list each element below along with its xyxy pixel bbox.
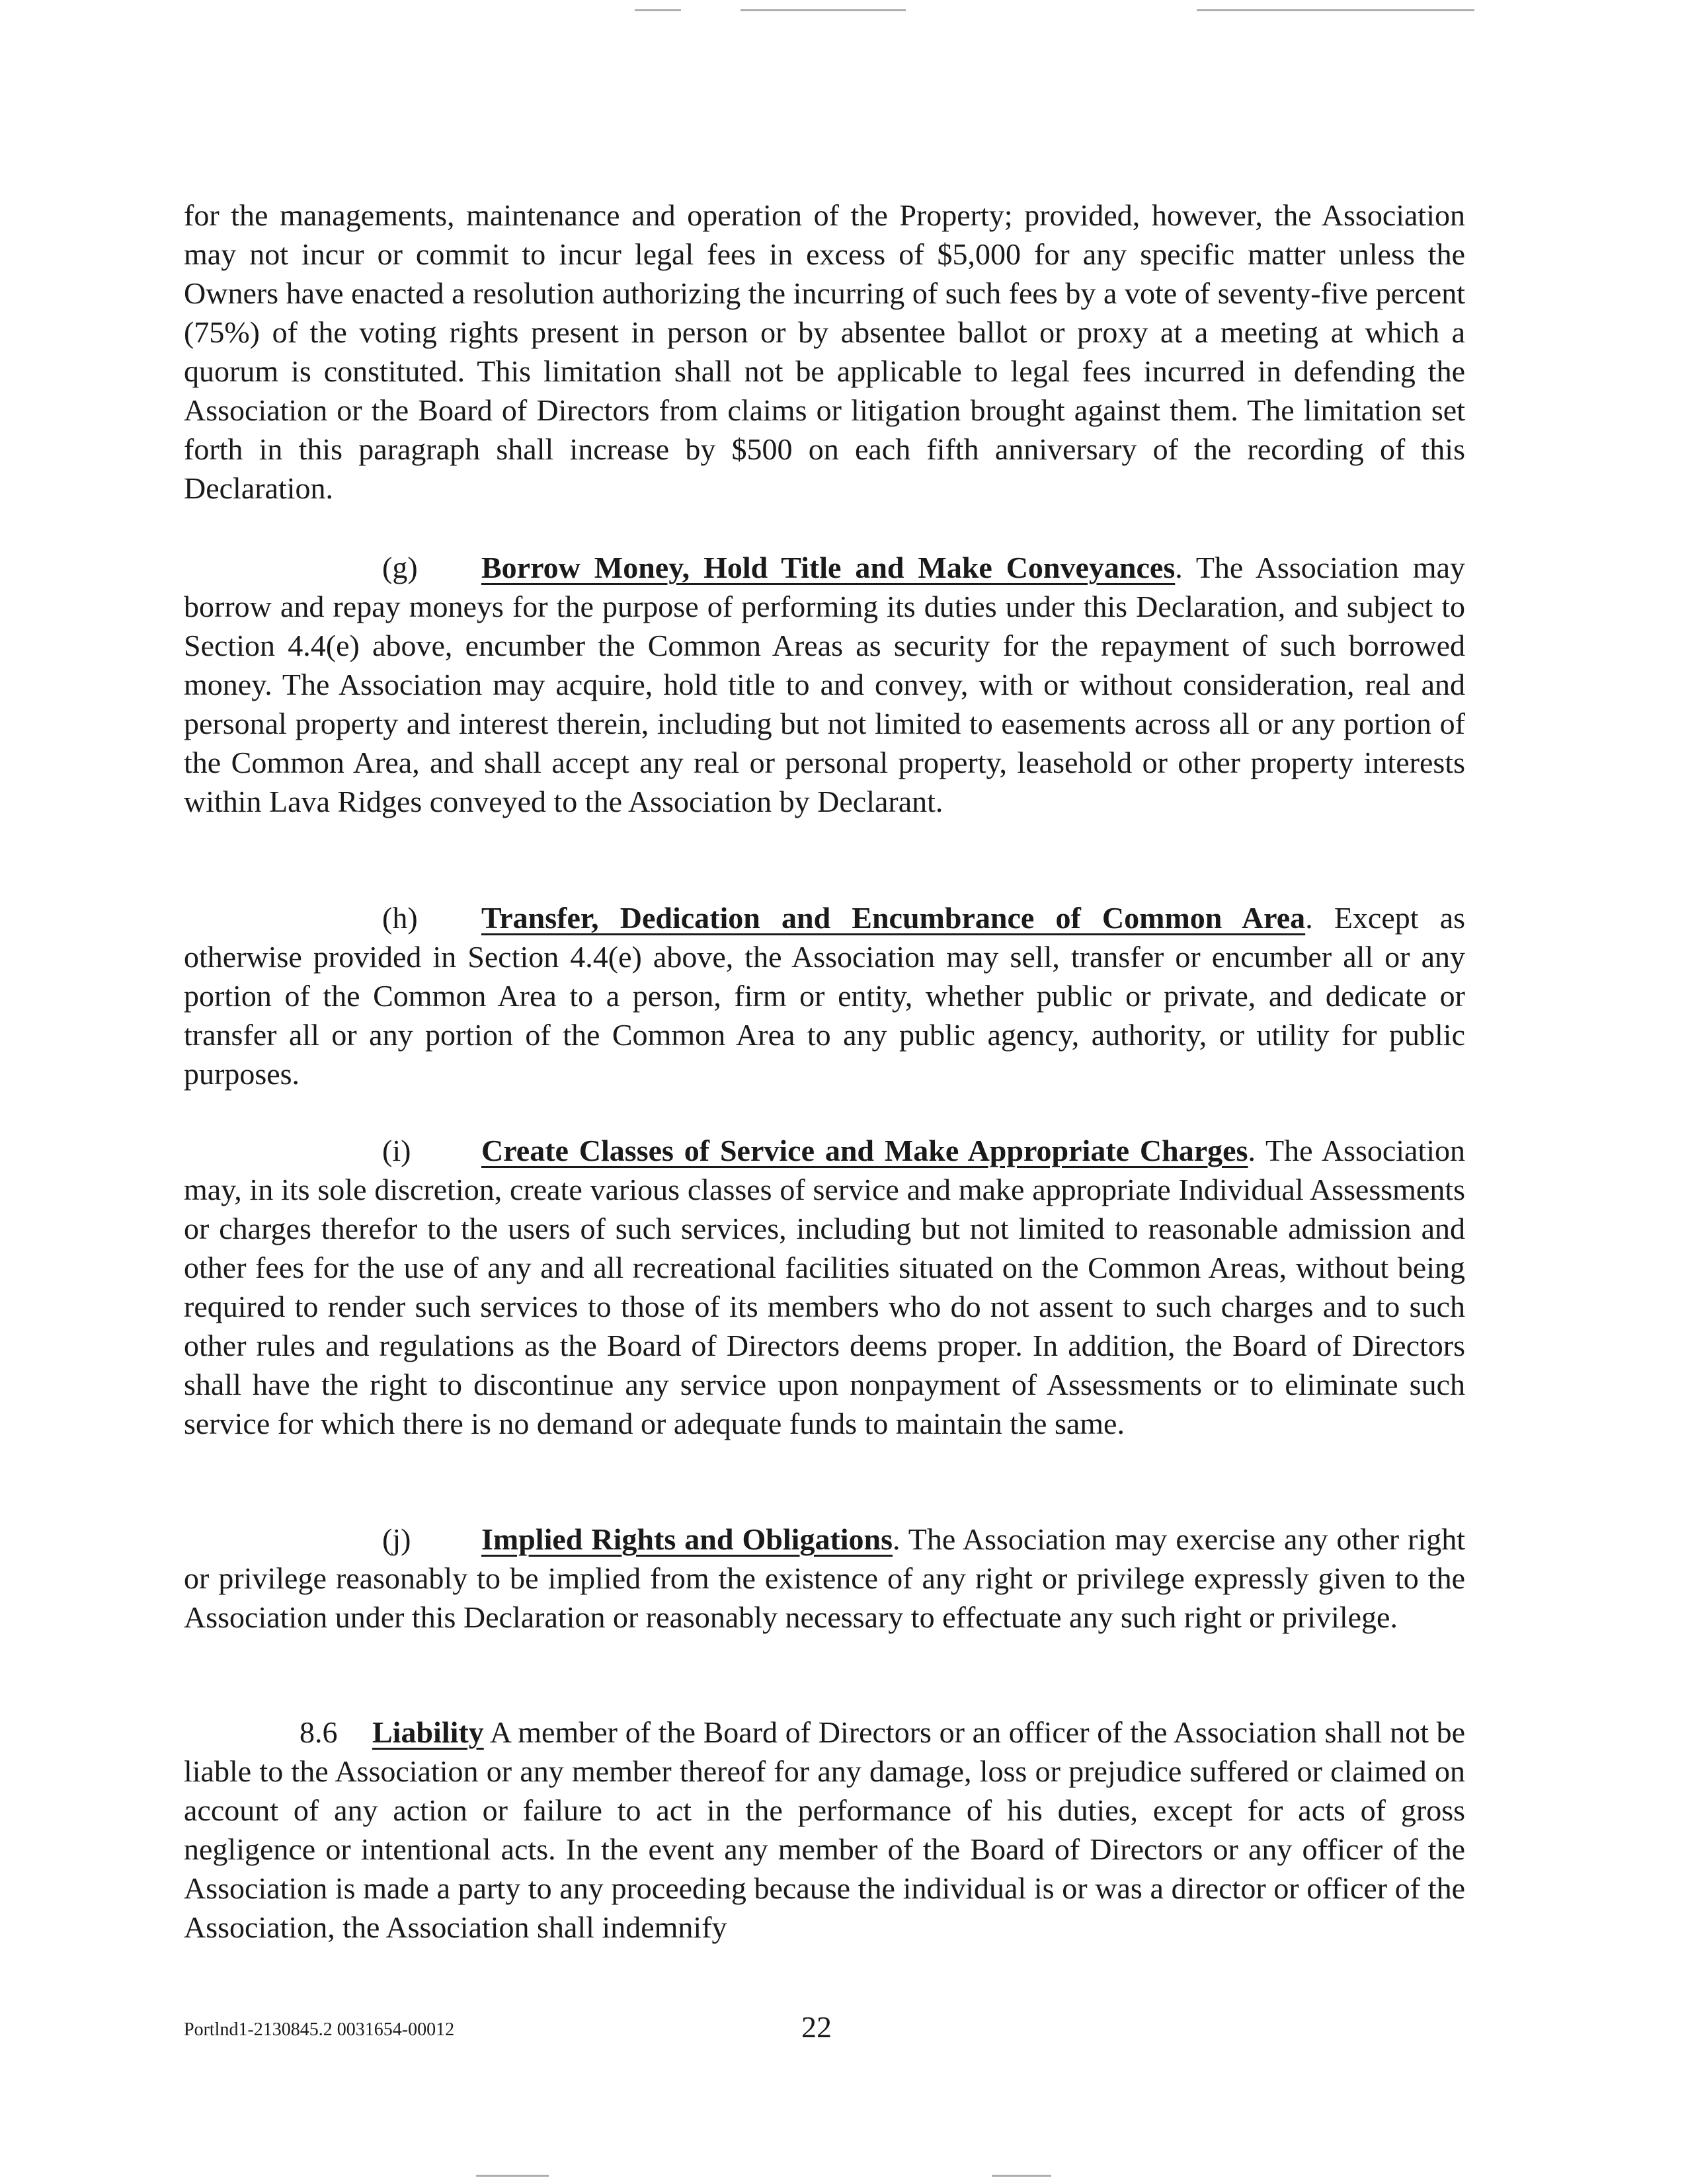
section-j-heading: Implied Rights and Obligations [481, 1522, 893, 1556]
section-8-6-number: 8.6 [300, 1715, 338, 1749]
section-8-6-body: A member of the Board of Directors or an officer of the Association shall not be liable to the Association or any member thereof for any damage, loss or prejudice suffered or claimed on account of any action or failure to act in the performance of his duties, except for acts of gross negligence or intentional acts. In the event any member of the Board of Directors or any officer of the Association is made a party to any proceeding because the individual is or was a director or officer of the Association, the Association shall indemnify [184, 1715, 1465, 1944]
section-j-block [184, 1520, 1465, 1637]
continuation-paragraph: for the managements, maintenance and operation of the Property; provided, however, the Association may not incur or commit to incur legal fees in excess of $5,000 for any specific matter unless the Owners have enacted a resolution authorizing the incurring of such fees by a vote of seventy-five percent (75%) of the voting rights present in person or by absentee ballot or proxy at a meeting at which a quorum is constituted. This limitation shall not be applicable to legal fees incurred in defending the Association or the Board of Directors from claims or litigation brought against them. The limitation set forth in this paragraph shall increase by $500 on each fifth anniversary of the recording of this Declaration. [184, 198, 1465, 505]
section-h-heading: Transfer, Dedication and Encumbrance of Common Area [481, 901, 1306, 935]
section-8-6-heading: Liability [372, 1715, 484, 1749]
scan-artifact-top-2 [741, 9, 906, 11]
scan-artifact-top-3 [1197, 9, 1474, 11]
section-h-body: . Except as otherwise provided in Section 4.4(e) above, the Association may sell, transfer or encumber all or any portion of the Common Area to a person, firm or entity, whether public or private, and dedicate or transfer all or any portion of the Common Area to any public agency, authority, or utility for public purposes. [184, 901, 1466, 1091]
section-i-paragraph [184, 1131, 1465, 1443]
section-g-heading: Borrow Money, Hold Title and Make Conveyances [481, 551, 1176, 584]
section-j-label: (j) [382, 1522, 411, 1556]
section-g-label: (g) [382, 551, 418, 584]
section-h-paragraph [184, 898, 1465, 1093]
footer-document-id: Portlnd1-2130845.2 0031654-00012 [184, 2019, 455, 2040]
section-g-block [184, 548, 1465, 821]
scan-artifact-top-1 [635, 9, 681, 11]
section-i-label: (i) [382, 1134, 411, 1167]
scan-artifact-bottom-1 [476, 2175, 549, 2177]
continuation-paragraph-block [184, 196, 1465, 508]
section-h-label: (h) [382, 901, 418, 935]
section-g-paragraph [184, 548, 1465, 821]
section-8-6-paragraph [184, 1713, 1465, 1947]
section-8-6-block [184, 1713, 1465, 1947]
section-g-body: . The Association may borrow and repay moneys for the purpose of performing its duties under this Declaration, and subject to Section 4.4(e) above, encumber the Common Areas as security for the repayment of such borrowed money. The Association may acquire, hold title to and convey, with or without consideration, real and personal property and interest therein, including but not limited to easements across all or any portion of the Common Area, and shall accept any real or personal property, leasehold or other property interests within Lava Ridges conveyed to the Association by Declarant. [184, 551, 1465, 818]
section-j-paragraph [184, 1520, 1465, 1637]
section-j-body: . The Association may exercise any other right or privilege reasonably to be implied from the existence of any right or privilege expressly given to the Association under this Declaration or reasonably necessary to effectuate any such right or privilege. [184, 1522, 1465, 1634]
page-number: 22 [801, 2010, 832, 2044]
section-i-body: . The Association may, in its sole discretion, create various classes of service and make appropriate Individual Assessments or charges therefor to the users of such services, including but not limited to reasonable admission and other fees for the use of any and all recreational facilities situated on the Common Areas, without being required to render such services to those of its members who do not assent to such charges and to such other rules and regulations as the Board of Directors deems proper. In addition, the Board of Directors shall have the right to discontinue any service upon nonpayment of Assessments or to eliminate such service for which there is no demand or adequate funds to maintain the same. [184, 1134, 1466, 1440]
section-i-heading: Create Classes of Service and Make Appropriate Charges [481, 1134, 1248, 1167]
section-i-block [184, 1131, 1465, 1443]
scan-artifact-bottom-2 [992, 2175, 1051, 2177]
section-h-block [184, 898, 1465, 1093]
